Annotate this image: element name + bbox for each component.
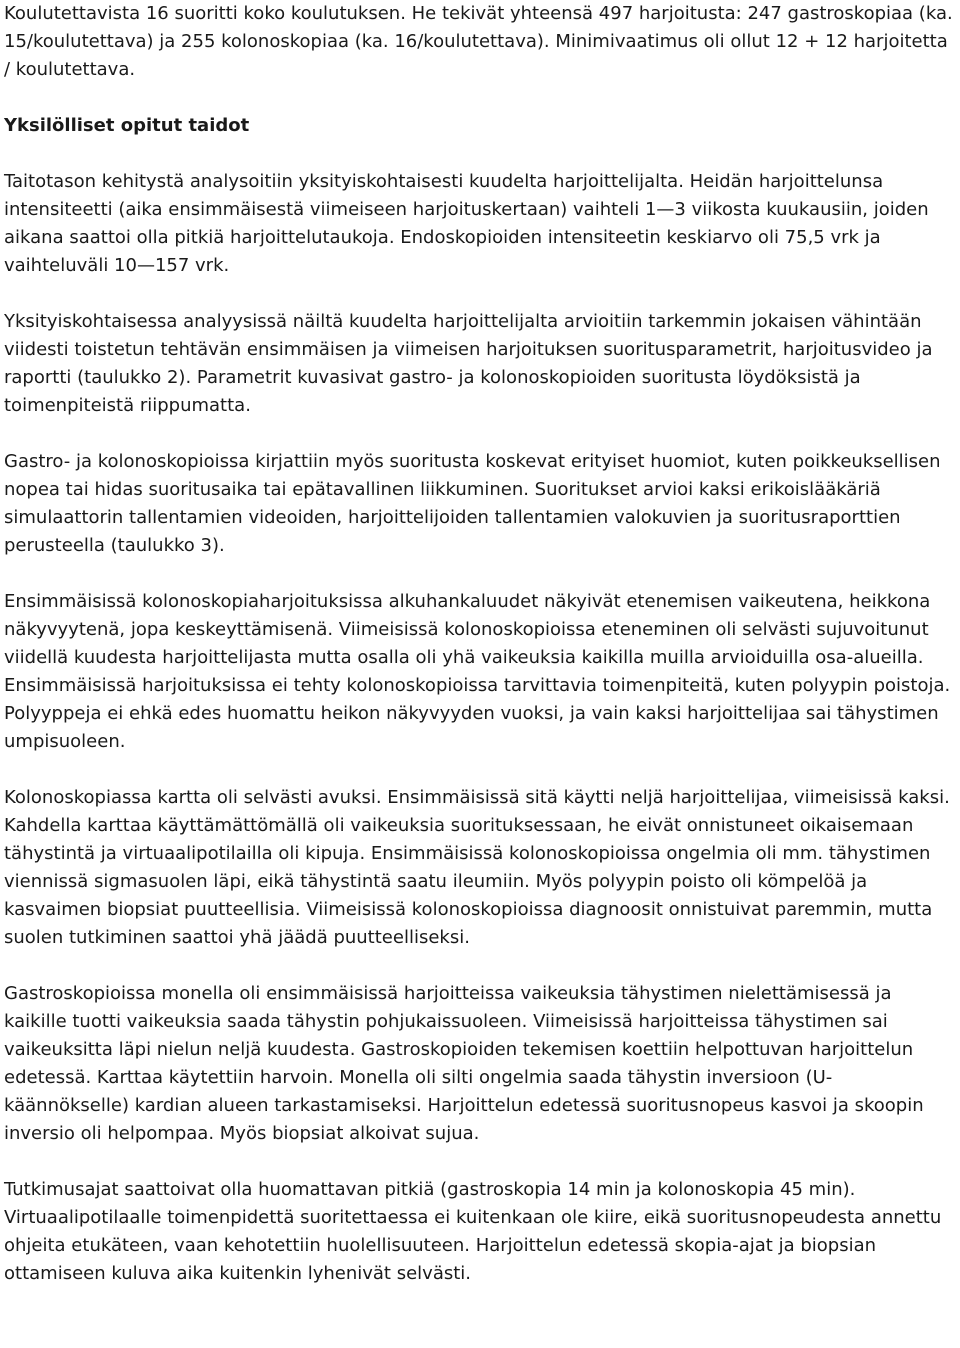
body-paragraph-3: Gastro- ja kolonoskopioissa kirjattiin myös suoritusta koskevat erityiset huomiot, kuten poikkeuksellisen nopea tai hidas suoritusaika tai epätavallinen liikkuminen. Suoritukset arvioi kaksi erikoislääkäriä simulaattorin tallentamien videoiden, harjoittelijoiden tallentamien valokuvien ja suoritusraporttien perusteella (taulukko 3). xyxy=(4,451,941,556)
section-heading: Yksilölliset opitut taidot xyxy=(4,115,250,136)
body-paragraph-1: Taitotason kehitystä analysoitiin yksityiskohtaisesti kuudelta harjoittelijalta. Heidän harjoittelunsa intensiteetti (aika ensimmäisestä viimeiseen harjoituskertaan) vaihteli 1—3 viikosta kuukausiin, joiden aikana saattoi olla pitkiä harjoittelutaukoja. Endoskopioiden intensiteetin keskiarvo oli 75,5 vrk ja vaihteluväli 10—157 vrk. xyxy=(4,171,929,276)
body-paragraph-5: Kolonoskopiassa kartta oli selvästi avuksi. Ensimmäisissä sitä käytti neljä harjoittelijaa, viimeisissä kaksi. Kahdella karttaa käyttämättömällä oli vaikeuksia suorituksessaan, he eivät onnistuneet oikaisemaan tähystintä ja virtuaalipotilailla oli kipuja. Ensimmäisissä kolonoskopioissa ongelmia oli mm. tähystimen viennissä sigmasuolen läpi, eikä tähystintä saatu ileumiin. Myös polyypin poisto oli kömpelöä ja kasvaimen biopsiat puutteellisia. Viimeisissä kolonoskopioissa diagnoosit onnistuivat paremmin, mutta suolen tutkiminen saattoi yhä jäädä puutteelliseksi. xyxy=(4,787,950,948)
document-page xyxy=(4,0,956,1316)
intro-paragraph: Koulutettavista 16 suoritti koko koulutuksen. He tekivät yhteensä 497 harjoitusta: 247 gastroskopiaa (ka. 15/koulutettava) ja 255 kolonoskopiaa (ka. 16/koulutettava). Minimivaatimus oli ollut 12 + 12 harjoitetta / koulutettava. xyxy=(4,3,953,80)
body-paragraph-4: Ensimmäisissä kolonoskopiaharjoituksissa alkuhankaluudet näkyivät etenemisen vaikeutena, heikkona näkyvyytenä, jopa keskeyttämisenä. Viimeisissä kolonoskopioissa eteneminen oli selvästi sujuvoitunut viidellä kuudesta harjoittelijasta mutta osalla oli yhä vaikeuksia kaikilla muilla arvioiduilla osa-alueilla. Ensimmäisissä harjoituksissa ei tehty kolonoskopioissa tarvittavia toimenpiteitä, kuten polyypin poistoja. Polyyppeja ei ehkä edes huomattu heikon näkyvyyden vuoksi, ja vain kaksi harjoittelijaa sai tähystimen umpisuoleen. xyxy=(4,591,951,752)
body-paragraph-6: Gastroskopioissa monella oli ensimmäisissä harjoitteissa vaikeuksia tähystimen nielettämisessä ja kaikille tuotti vaikeuksia saada tähystin pohjukaissuoleen. Viimeisissä harjoitteissa tähystimen sai vaikeuksitta läpi nielun neljä kuudesta. Gastroskopioiden tekemisen koettiin helpottuvan harjoittelun edetessä. Karttaa käytettiin harvoin. Monella oli silti ongelmia saada tähystin inversioon (U-käännökselle) kardian alueen tarkastamiseksi. Harjoittelun edetessä suoritusnopeus kasvoi ja skoopin inversio oli helpompaa. Myös biopsiat alkoivat sujua. xyxy=(4,983,924,1144)
body-paragraph-2: Yksityiskohtaisessa analyysissä näiltä kuudelta harjoittelijalta arvioitiin tarkemmin jokaisen vähintään viidesti toistetun tehtävän ensimmäisen ja viimeisen harjoituksen suoritusparametrit, harjoitusvideo ja raportti (taulukko 2). Parametrit kuvasivat gastro- ja kolonoskopioiden suoritusta löydöksistä ja toimenpiteistä riippumatta. xyxy=(4,311,933,416)
body-paragraph-7: Tutkimusajat saattoivat olla huomattavan pitkiä (gastroskopia 14 min ja kolonoskopia 45 min). Virtuaalipotilaalle toimenpidettä suoritettaessa ei kuitenkaan ole kiire, eikä suoritusnopeudesta annettu ohjeita etukäteen, vaan kehotettiin huolellisuuteen. Harjoittelun edetessä skopia-ajat ja biopsian ottamiseen kuluva aika kuitenkin lyhenivät selvästi. xyxy=(4,1179,942,1284)
